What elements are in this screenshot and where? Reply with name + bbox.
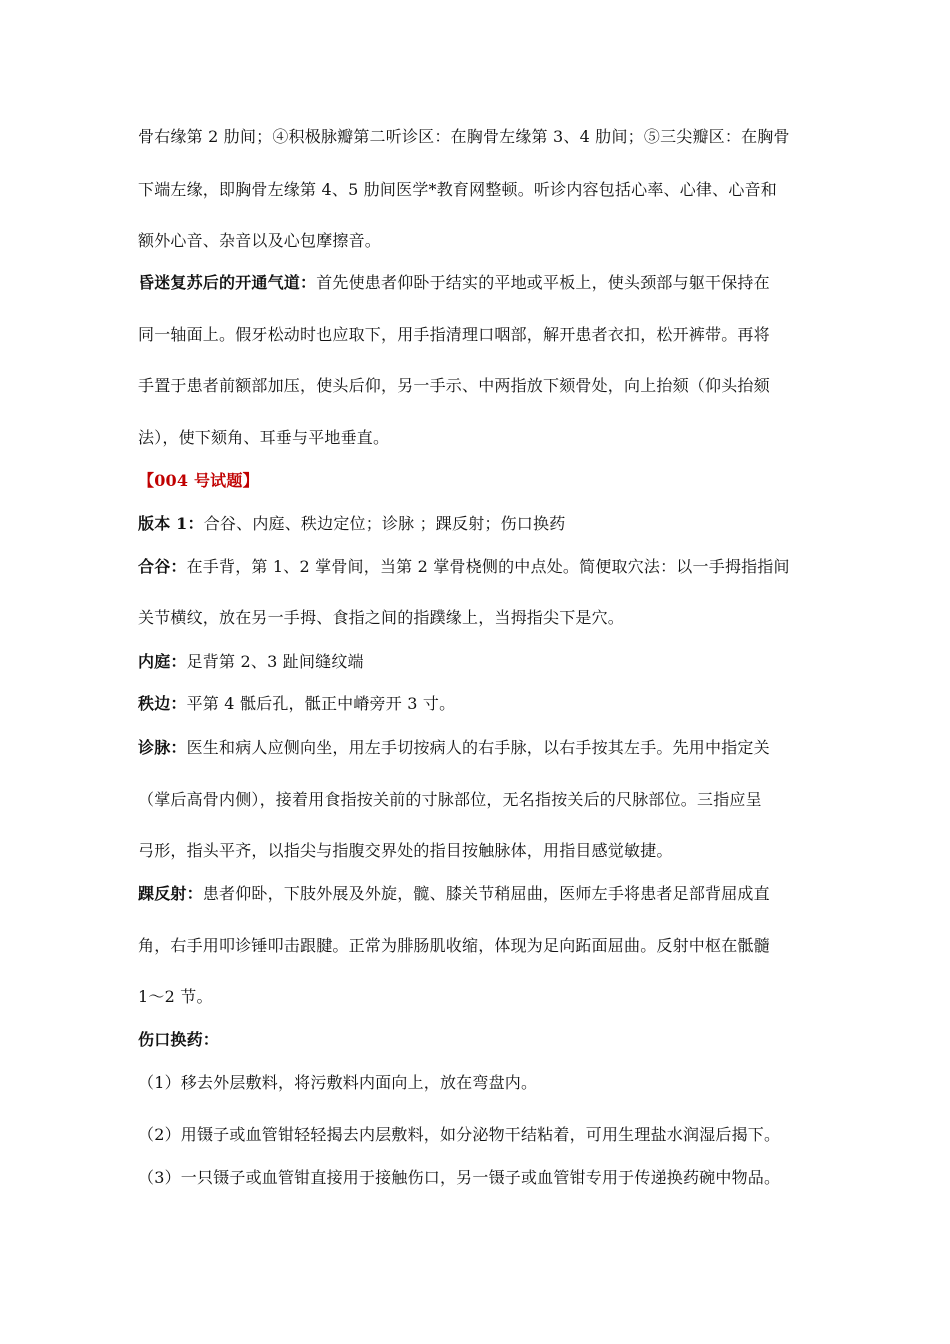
list-item	[138, 1124, 818, 1146]
section-label: 伤口换药：	[138, 1030, 220, 1049]
paragraph-line	[138, 935, 818, 957]
line-text: 下端左缘，即胸骨左缘第 4、5 肋间医学*教育网整顿。听诊内容包括心率、心律、心音和	[138, 180, 777, 199]
paragraph-line	[138, 607, 818, 629]
line-text: 关节横纹，放在另一手拇、食指之间的指蹼缘上，当拇指尖下是穴。	[138, 608, 625, 627]
line-text: 在手背，第 1、2 掌骨间，当第 2 掌骨桡侧的中点处。简便取穴法：以一手拇指指间	[186, 557, 790, 576]
heading-text: 【004 号试题】	[138, 471, 259, 490]
paragraph-line	[138, 179, 818, 201]
line-text: （2）用镊子或血管钳轻轻揭去内层敷料，如分泌物干结粘着，可用生理盐水润湿后揭下。	[138, 1125, 781, 1144]
line-text: 额外心音、杂音以及心包摩擦音。	[138, 231, 382, 250]
line-text: 足背第 2、3 趾间缝纹端	[186, 652, 364, 671]
paragraph-line	[138, 840, 818, 862]
section-label: 秩边：	[138, 694, 187, 713]
list-item	[138, 1167, 818, 1189]
line-text: 1～2 节。	[138, 987, 213, 1006]
section-label: 诊脉：	[138, 738, 187, 757]
question-heading	[138, 470, 818, 492]
paragraph-line	[138, 556, 818, 578]
line-text: 医生和病人应侧向坐，用左手切按病人的右手脉，以右手按其左手。先用中指定关	[186, 738, 770, 757]
paragraph-line	[138, 126, 818, 148]
line-text: 患者仰卧，下肢外展及外旋，髋、膝关节稍屈曲，医师左手将患者足部背屈成直	[202, 884, 770, 903]
paragraph-line	[138, 986, 818, 1008]
line-text: 合谷、内庭、秩边定位；诊脉 ；踝反射；伤口换药	[203, 514, 566, 533]
section-label: 内庭：	[138, 652, 187, 671]
paragraph-line	[138, 324, 818, 346]
section-label: 合谷：	[138, 557, 187, 576]
line-text: （掌后高骨内侧），接着用食指按关前的寸脉部位，无名指按关后的尺脉部位。三指应呈	[138, 790, 762, 809]
section-label: 版本 1：	[138, 514, 204, 533]
line-text: 骨右缘第 2 肋间；④积极脉瓣第二听诊区：在胸骨左缘第 3、4 肋间；⑤三尖瓣区：在胸骨	[138, 127, 790, 146]
section-label: 踝反射：	[138, 884, 203, 903]
paragraph-line	[138, 789, 818, 811]
section-label: 昏迷复苏后的开通气道：	[138, 273, 317, 292]
line-text: 法），使下颏角、耳垂与平地垂直。	[138, 428, 390, 447]
line-text: 手置于患者前额部加压，使头后仰，另一手示、中两指放下颏骨处，向上抬颏（仰头抬颏	[138, 376, 770, 395]
paragraph-line	[138, 427, 818, 449]
paragraph-line	[138, 693, 818, 715]
paragraph-line	[138, 883, 818, 905]
paragraph-line	[138, 375, 818, 397]
paragraph-line	[138, 737, 818, 759]
line-text: （1）移去外层敷料，将污敷料内面向上，放在弯盘内。	[138, 1073, 538, 1092]
paragraph-line	[138, 230, 818, 252]
line-text: 弓形，指头平齐，以指尖与指腹交界处的指目按触脉体，用指目感觉敏捷。	[138, 841, 673, 860]
paragraph-line	[138, 513, 818, 535]
list-item	[138, 1072, 818, 1094]
line-text: 同一轴面上。假牙松动时也应取下，用手指清理口咽部，解开患者衣扣，松开裤带。再将	[138, 325, 770, 344]
line-text: 角，右手用叩诊锤叩击跟腱。正常为腓肠肌收缩，体现为足向跖面屈曲。反射中枢在骶髓	[138, 936, 770, 955]
line-text: （3）一只镊子或血管钳直接用于接触伤口，另一镊子或血管钳专用于传递换药碗中物品。	[138, 1168, 781, 1187]
line-text: 首先使患者仰卧于结实的平地或平板上，使头颈部与躯干保持在	[316, 273, 770, 292]
line-text: 平第 4 骶后孔，骶正中嵴旁开 3 寸。	[186, 694, 456, 713]
paragraph-line	[138, 651, 818, 673]
paragraph-line	[138, 272, 818, 294]
section-heading	[138, 1029, 818, 1051]
